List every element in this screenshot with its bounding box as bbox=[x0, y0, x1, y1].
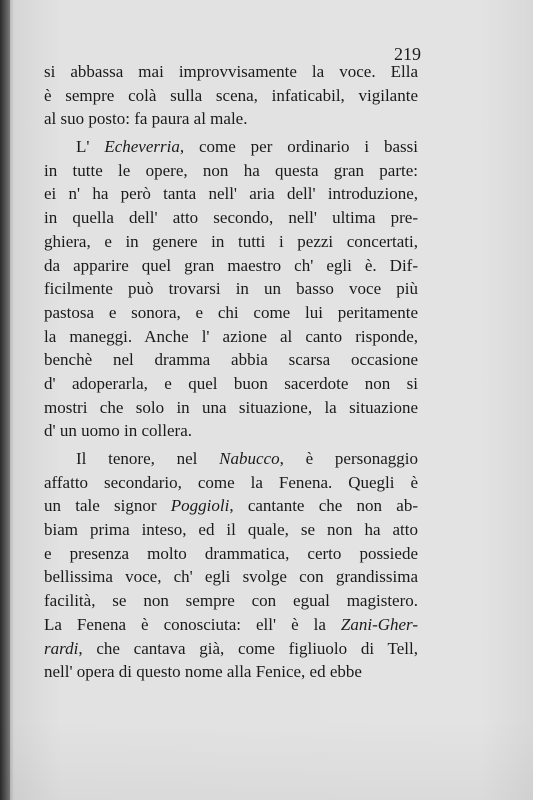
text-line: un tale signor Poggioli, cantante che non ab- bbox=[44, 496, 418, 516]
text-line: e presenza molto drammatica, certo possiede bbox=[44, 543, 418, 563]
text-line: in quella dell' atto secondo, nell' ultima pre- bbox=[44, 208, 418, 228]
text-line: da apparire quel gran maestro ch' egli è. Dif- bbox=[44, 255, 418, 275]
text-line: si abbassa mai improvvisamente la voce. Ella bbox=[44, 62, 418, 81]
text-line: in tutte le opere, non ha questa gran parte: bbox=[44, 160, 418, 180]
text-line: d' un uomo in collera. bbox=[44, 421, 193, 441]
paragraph bbox=[44, 447, 418, 684]
text-line: ghiera, e in genere in tutti i pezzi concertati, bbox=[44, 231, 418, 251]
text-line: è sempre colà sulla scena, infaticabil, vigilante bbox=[44, 85, 418, 105]
text-line: mostri che solo in una situazione, la situazione bbox=[44, 397, 418, 417]
paragraph bbox=[44, 60, 418, 131]
text-line: affatto secondario, come la Fenena. Quegli è bbox=[44, 472, 418, 492]
page-number: 219 bbox=[394, 44, 421, 64]
text-line: la maneggi. Anche l' azione al canto risponde, bbox=[44, 326, 418, 346]
text-line: L' Echeverria, come per ordinario i bassi bbox=[76, 137, 418, 157]
text-line: La Fenena è conosciuta: ell' è la Zani-Gher- bbox=[44, 614, 418, 634]
text-line: facilità, se non sempre con egual magistero. bbox=[44, 591, 418, 611]
text-line: Il tenore, nel Nabucco, è personaggio bbox=[76, 449, 418, 468]
text-line: benchè nel dramma abbia scarsa occasione bbox=[44, 350, 418, 370]
text-line: ficilmente può trovarsi in un basso voce più bbox=[44, 279, 418, 299]
text-line: al suo posto: fa paura al male. bbox=[44, 109, 248, 129]
text-line: bellissima voce, ch' egli svolge con grandissima bbox=[44, 567, 418, 587]
text-line: rardi, che cantava già, come figliuolo di Tell, bbox=[44, 638, 418, 658]
text-line: nell' opera di questo nome alla Fenice, ed ebbe bbox=[44, 662, 362, 682]
text-line: d' adoperarla, e quel buon sacerdote non si bbox=[44, 373, 418, 393]
paragraph bbox=[44, 135, 418, 443]
body-text bbox=[44, 60, 418, 684]
text-line: biam prima inteso, ed il quale, se non ha atto bbox=[44, 520, 418, 540]
binding-gutter bbox=[0, 0, 10, 800]
text-line: ei n' ha però tanta nell' aria dell' introduzione, bbox=[44, 184, 418, 204]
text-line: pastosa e sonora, e chi come lui peritamente bbox=[44, 302, 418, 322]
page-shadow bbox=[0, 720, 533, 800]
